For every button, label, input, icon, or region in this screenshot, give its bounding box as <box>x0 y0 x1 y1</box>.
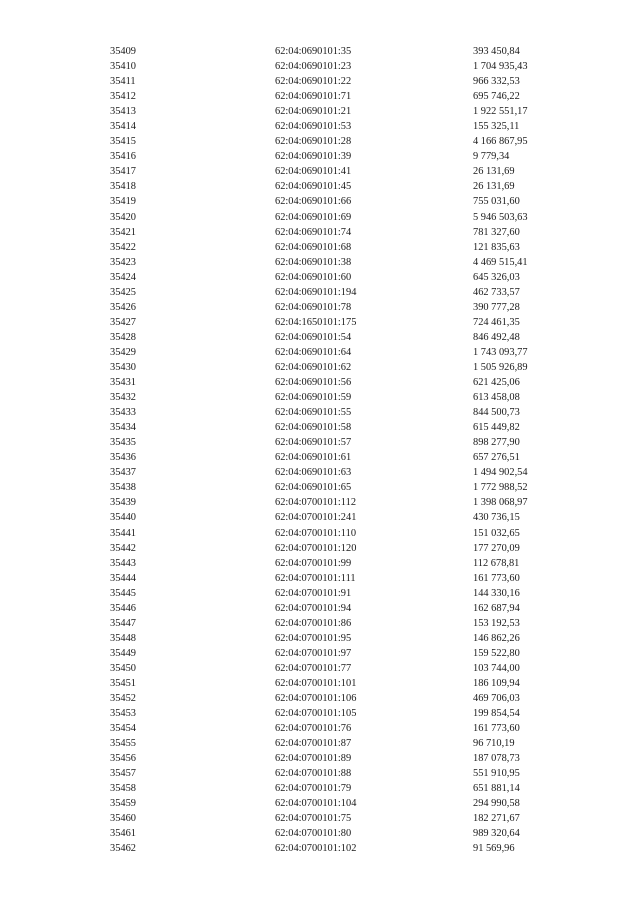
value-cell: 155 325,11 <box>473 121 520 133</box>
cadastral-number-cell: 62:04:0690101:55 <box>275 407 352 419</box>
cadastral-number-cell: 62:04:0690101:64 <box>275 346 352 358</box>
row-number-cell: 35461 <box>110 828 136 840</box>
row-number-cell: 35417 <box>110 166 136 178</box>
row-number-cell: 35458 <box>110 783 136 795</box>
row-number-cell: 35454 <box>110 723 136 735</box>
cadastral-number-cell: 62:04:0690101:53 <box>275 121 352 133</box>
value-cell: 469 706,03 <box>473 693 520 705</box>
row-number-cell: 35457 <box>110 768 136 780</box>
row-number-cell: 35442 <box>110 542 136 554</box>
cadastral-number-cell: 62:04:0690101:194 <box>275 286 357 298</box>
row-number-cell: 35423 <box>110 256 136 268</box>
value-cell: 121 835,63 <box>473 241 520 253</box>
value-cell: 1 704 935,43 <box>473 61 528 73</box>
value-cell: 430 736,15 <box>473 512 520 524</box>
cadastral-number-cell: 62:04:0700101:97 <box>275 647 352 659</box>
value-cell: 1 398 068,97 <box>473 497 528 509</box>
cadastral-number-cell: 62:04:0690101:28 <box>275 136 352 148</box>
row-number-cell: 35416 <box>110 151 136 163</box>
value-cell: 551 910,95 <box>473 768 520 780</box>
cadastral-number-cell: 62:04:0690101:71 <box>275 91 352 103</box>
row-number-cell: 35418 <box>110 181 136 193</box>
cadastral-number-cell: 62:04:0690101:69 <box>275 211 352 223</box>
row-number-cell: 35438 <box>110 482 136 494</box>
table-row <box>0 270 640 285</box>
row-number-cell: 35410 <box>110 61 136 73</box>
cadastral-number-cell: 62:04:0690101:58 <box>275 422 352 434</box>
cadastral-number-cell: 62:04:0700101:104 <box>275 798 357 810</box>
table-row <box>0 179 640 194</box>
table-row <box>0 811 640 826</box>
value-cell: 846 492,48 <box>473 331 520 343</box>
value-cell: 199 854,54 <box>473 708 520 720</box>
row-number-cell: 35451 <box>110 677 136 689</box>
row-number-cell: 35429 <box>110 346 136 358</box>
cadastral-number-cell: 62:04:0690101:74 <box>275 226 352 238</box>
value-cell: 162 687,94 <box>473 602 520 614</box>
cadastral-number-cell: 62:04:0690101:56 <box>275 377 352 389</box>
table-row <box>0 345 640 360</box>
row-number-cell: 35452 <box>110 693 136 705</box>
table-row <box>0 781 640 796</box>
row-number-cell: 35437 <box>110 467 136 479</box>
table-row <box>0 721 640 736</box>
cadastral-number-cell: 62:04:1650101:175 <box>275 316 357 328</box>
row-number-cell: 35414 <box>110 121 136 133</box>
row-number-cell: 35411 <box>110 76 136 88</box>
value-cell: 4 469 515,41 <box>473 256 528 268</box>
table-row <box>0 59 640 74</box>
table-row <box>0 751 640 766</box>
row-number-cell: 35427 <box>110 316 136 328</box>
row-number-cell: 35426 <box>110 301 136 313</box>
value-cell: 294 990,58 <box>473 798 520 810</box>
row-number-cell: 35443 <box>110 557 136 569</box>
row-number-cell: 35440 <box>110 512 136 524</box>
cadastral-number-cell: 62:04:0690101:68 <box>275 241 352 253</box>
value-cell: 621 425,06 <box>473 377 520 389</box>
row-number-cell: 35439 <box>110 497 136 509</box>
cadastral-number-cell: 62:04:0700101:102 <box>275 843 357 855</box>
table-row <box>0 631 640 646</box>
table-row <box>0 676 640 691</box>
table-row <box>0 375 640 390</box>
cadastral-number-cell: 62:04:0690101:59 <box>275 392 352 404</box>
value-cell: 5 946 503,63 <box>473 211 528 223</box>
cadastral-number-cell: 62:04:0690101:41 <box>275 166 352 178</box>
value-cell: 724 461,35 <box>473 316 520 328</box>
table-row <box>0 796 640 811</box>
table-row <box>0 104 640 119</box>
row-number-cell: 35435 <box>110 437 136 449</box>
value-cell: 1 494 902,54 <box>473 467 528 479</box>
value-cell: 393 450,84 <box>473 46 520 57</box>
value-cell: 1 505 926,89 <box>473 361 528 373</box>
value-cell: 755 031,60 <box>473 196 520 208</box>
cadastral-number-cell: 62:04:0690101:45 <box>275 181 352 193</box>
table-row <box>0 405 640 420</box>
value-cell: 144 330,16 <box>473 587 520 599</box>
table-row <box>0 541 640 556</box>
cadastral-number-cell: 62:04:0700101:111 <box>275 572 356 584</box>
row-number-cell: 35441 <box>110 527 136 539</box>
value-cell: 966 332,53 <box>473 76 520 88</box>
cadastral-number-cell: 62:04:0700101:86 <box>275 617 352 629</box>
table-row <box>0 285 640 300</box>
row-number-cell: 35462 <box>110 843 136 855</box>
table-row <box>0 526 640 541</box>
row-number-cell: 35430 <box>110 361 136 373</box>
table-row <box>0 194 640 209</box>
value-cell: 1 772 988,52 <box>473 482 528 494</box>
row-number-cell: 35445 <box>110 587 136 599</box>
cadastral-number-cell: 62:04:0690101:38 <box>275 256 352 268</box>
row-number-cell: 35459 <box>110 798 136 810</box>
cadastral-number-cell: 62:04:0700101:99 <box>275 557 352 569</box>
cadastral-number-cell: 62:04:0690101:22 <box>275 76 352 88</box>
table-row <box>0 330 640 345</box>
row-number-cell: 35448 <box>110 632 136 644</box>
value-cell: 781 327,60 <box>473 226 520 238</box>
table-row <box>0 119 640 134</box>
table-row <box>0 661 640 676</box>
value-cell: 161 773,60 <box>473 723 520 735</box>
table-row <box>0 601 640 616</box>
cadastral-number-cell: 62:04:0690101:60 <box>275 271 352 283</box>
row-number-cell: 35413 <box>110 106 136 118</box>
cadastral-number-cell: 62:04:0690101:65 <box>275 482 352 494</box>
row-number-cell: 35456 <box>110 753 136 765</box>
row-number-cell: 35425 <box>110 286 136 298</box>
table-row <box>0 315 640 330</box>
row-number-cell: 35449 <box>110 647 136 659</box>
value-cell: 103 744,00 <box>473 662 520 674</box>
table-row <box>0 691 640 706</box>
table-row <box>0 225 640 240</box>
table-row <box>0 510 640 525</box>
table-row <box>0 616 640 631</box>
row-number-cell: 35409 <box>110 46 136 57</box>
row-number-cell: 35431 <box>110 377 136 389</box>
cadastral-number-cell: 62:04:0690101:39 <box>275 151 352 163</box>
cadastral-number-cell: 62:04:0690101:57 <box>275 437 352 449</box>
table-row <box>0 435 640 450</box>
cadastral-number-cell: 62:04:0700101:120 <box>275 542 357 554</box>
value-cell: 1 922 551,17 <box>473 106 528 118</box>
value-cell: 613 458,08 <box>473 392 520 404</box>
value-cell: 177 270,09 <box>473 542 520 554</box>
table-row <box>0 826 640 841</box>
value-cell: 26 131,69 <box>473 166 515 178</box>
row-number-cell: 35433 <box>110 407 136 419</box>
table-row <box>0 89 640 104</box>
cadastral-number-cell: 62:04:0700101:95 <box>275 632 352 644</box>
value-cell: 390 777,28 <box>473 301 520 313</box>
cadastral-number-cell: 62:04:0700101:112 <box>275 497 357 509</box>
row-number-cell: 35436 <box>110 452 136 464</box>
cadastral-number-cell: 62:04:0700101:88 <box>275 768 352 780</box>
value-cell: 462 733,57 <box>473 286 520 298</box>
table-row <box>0 149 640 164</box>
row-number-cell: 35455 <box>110 738 136 750</box>
cadastral-number-cell: 62:04:0690101:62 <box>275 361 352 373</box>
cadastral-number-cell: 62:04:0700101:91 <box>275 587 352 599</box>
table-row <box>0 646 640 661</box>
cadastral-number-cell: 62:04:0690101:66 <box>275 196 352 208</box>
value-cell: 159 522,80 <box>473 647 520 659</box>
cadastral-number-cell: 62:04:0700101:101 <box>275 677 357 689</box>
table-row <box>0 450 640 465</box>
value-cell: 989 320,64 <box>473 828 520 840</box>
row-number-cell: 35422 <box>110 241 136 253</box>
table-row <box>0 164 640 179</box>
cadastral-number-cell: 62:04:0700101:110 <box>275 527 357 539</box>
value-cell: 1 743 093,77 <box>473 346 528 358</box>
table-row <box>0 360 640 375</box>
row-number-cell: 35432 <box>110 392 136 404</box>
value-cell: 645 326,03 <box>473 271 520 283</box>
cadastral-number-cell: 62:04:0700101:241 <box>275 512 357 524</box>
value-cell: 695 746,22 <box>473 91 520 103</box>
value-cell: 898 277,90 <box>473 437 520 449</box>
table-row <box>0 300 640 315</box>
cadastral-number-cell: 62:04:0690101:61 <box>275 452 352 464</box>
cadastral-number-cell: 62:04:0700101:79 <box>275 783 352 795</box>
cadastral-number-cell: 62:04:0690101:35 <box>275 46 352 57</box>
row-number-cell: 35444 <box>110 572 136 584</box>
value-cell: 657 276,51 <box>473 452 520 464</box>
value-cell: 112 678,81 <box>473 557 520 569</box>
table-row <box>0 465 640 480</box>
row-number-cell: 35421 <box>110 226 136 238</box>
table-row <box>0 556 640 571</box>
row-number-cell: 35419 <box>110 196 136 208</box>
row-number-cell: 35453 <box>110 708 136 720</box>
value-cell: 182 271,67 <box>473 813 520 825</box>
value-cell: 186 109,94 <box>473 677 520 689</box>
value-cell: 26 131,69 <box>473 181 515 193</box>
table-row <box>0 766 640 781</box>
row-number-cell: 35447 <box>110 617 136 629</box>
table-row <box>0 480 640 495</box>
value-cell: 153 192,53 <box>473 617 520 629</box>
row-number-cell: 35460 <box>110 813 136 825</box>
value-cell: 146 862,26 <box>473 632 520 644</box>
table-row <box>0 44 640 59</box>
value-cell: 4 166 867,95 <box>473 136 528 148</box>
value-cell: 91 569,96 <box>473 843 515 855</box>
value-cell: 187 078,73 <box>473 753 520 765</box>
table-row <box>0 841 640 856</box>
row-number-cell: 35434 <box>110 422 136 434</box>
table-row <box>0 255 640 270</box>
table-row <box>0 240 640 255</box>
table-row <box>0 420 640 435</box>
value-cell: 844 500,73 <box>473 407 520 419</box>
value-cell: 615 449,82 <box>473 422 520 434</box>
row-number-cell: 35428 <box>110 331 136 343</box>
cadastral-number-cell: 62:04:0690101:23 <box>275 61 352 73</box>
table-row <box>0 390 640 405</box>
cadastral-number-cell: 62:04:0690101:78 <box>275 301 352 313</box>
value-cell: 96 710,19 <box>473 738 515 750</box>
value-cell: 651 881,14 <box>473 783 520 795</box>
row-number-cell: 35420 <box>110 211 136 223</box>
row-number-cell: 35450 <box>110 662 136 674</box>
value-cell: 151 032,65 <box>473 527 520 539</box>
row-number-cell: 35415 <box>110 136 136 148</box>
row-number-cell: 35412 <box>110 91 136 103</box>
cadastral-number-cell: 62:04:0700101:89 <box>275 753 352 765</box>
cadastral-number-cell: 62:04:0700101:106 <box>275 693 357 705</box>
table-row <box>0 736 640 751</box>
table-row <box>0 571 640 586</box>
table-row <box>0 495 640 510</box>
value-cell: 161 773,60 <box>473 572 520 584</box>
row-number-cell: 35446 <box>110 602 136 614</box>
cadastral-number-cell: 62:04:0700101:80 <box>275 828 352 840</box>
cadastral-number-cell: 62:04:0690101:63 <box>275 467 352 479</box>
cadastral-number-cell: 62:04:0690101:54 <box>275 331 352 343</box>
cadastral-number-cell: 62:04:0700101:105 <box>275 708 357 720</box>
cadastral-number-cell: 62:04:0690101:21 <box>275 106 352 118</box>
table-row <box>0 74 640 89</box>
cadastral-number-cell: 62:04:0700101:75 <box>275 813 352 825</box>
table-row <box>0 706 640 721</box>
cadastral-number-cell: 62:04:0700101:76 <box>275 723 352 735</box>
value-cell: 9 779,34 <box>473 151 510 163</box>
data-table <box>0 44 640 857</box>
cadastral-number-cell: 62:04:0700101:94 <box>275 602 352 614</box>
table-row <box>0 134 640 149</box>
cadastral-number-cell: 62:04:0700101:87 <box>275 738 352 750</box>
row-number-cell: 35424 <box>110 271 136 283</box>
table-row <box>0 586 640 601</box>
table-row <box>0 210 640 225</box>
cadastral-number-cell: 62:04:0700101:77 <box>275 662 352 674</box>
